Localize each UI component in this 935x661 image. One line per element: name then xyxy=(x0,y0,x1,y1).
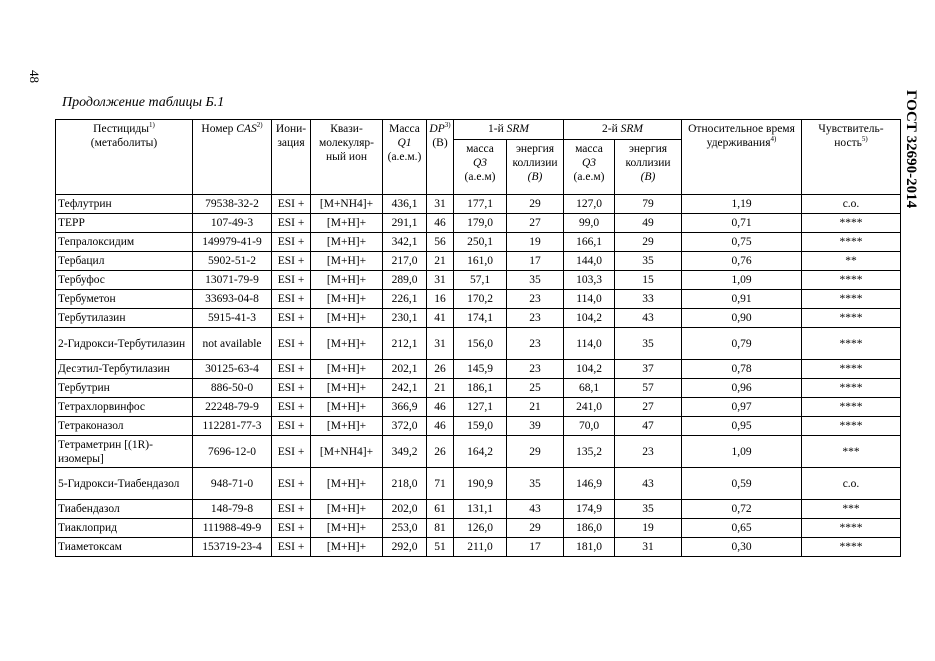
cell-srm1-energy: 29 xyxy=(507,436,564,468)
header-srm1-mass: масса Q3 (а.е.м) xyxy=(454,140,507,195)
table-row xyxy=(56,195,901,214)
cell-cas: 111988-49-9 xyxy=(193,519,272,538)
header-cas: Номер CAS$^{2)}$ xyxy=(193,120,272,195)
cell-srm1-mass: 190,9 xyxy=(454,468,507,500)
cell-srm1-energy: 23 xyxy=(507,328,564,360)
cell-ionization: ESI + xyxy=(272,309,311,328)
cell-mass-q1: 253,0 xyxy=(383,519,427,538)
cell-dp: 31 xyxy=(427,195,454,214)
cell-cas: 22248-79-9 xyxy=(193,398,272,417)
header-srm2: 2-й SRM xyxy=(564,120,682,140)
cell-cas: 153719-23-4 xyxy=(193,538,272,557)
cell-cas: 107-49-3 xyxy=(193,214,272,233)
table-row xyxy=(56,417,901,436)
cell-retention-time: 0,59 xyxy=(682,468,802,500)
cell-srm2-energy: 23 xyxy=(615,436,682,468)
cell-srm1-energy: 43 xyxy=(507,500,564,519)
cell-quasi-ion: [M+H]+ xyxy=(311,519,383,538)
cell-srm2-energy: 19 xyxy=(615,519,682,538)
cell-dp: 71 xyxy=(427,468,454,500)
table-row xyxy=(56,379,901,398)
cell-srm2-energy: 29 xyxy=(615,233,682,252)
cell-pesticide: Тиаметоксам xyxy=(56,538,193,557)
cell-quasi-ion: [M+H]+ xyxy=(311,271,383,290)
cell-dp: 21 xyxy=(427,252,454,271)
cell-srm2-energy: 35 xyxy=(615,252,682,271)
cell-sensitivity: **** xyxy=(802,309,901,328)
cell-srm1-mass: 186,1 xyxy=(454,379,507,398)
table-row xyxy=(56,360,901,379)
table-row xyxy=(56,436,901,468)
cell-quasi-ion: [M+H]+ xyxy=(311,233,383,252)
cell-ionization: ESI + xyxy=(272,360,311,379)
cell-srm1-energy: 17 xyxy=(507,252,564,271)
cell-sensitivity: *** xyxy=(802,436,901,468)
cell-srm2-mass: 166,1 xyxy=(564,233,615,252)
cell-retention-time: 1,09 xyxy=(682,436,802,468)
header-quasi-ion: Квази-молекуляр-ный ион xyxy=(311,120,383,195)
cell-quasi-ion: [M+H]+ xyxy=(311,379,383,398)
cell-mass-q1: 212,1 xyxy=(383,328,427,360)
cell-srm1-mass: 161,0 xyxy=(454,252,507,271)
header-srm2-energy: энергия коллизии (В) xyxy=(615,140,682,195)
cell-pesticide: Тербуфос xyxy=(56,271,193,290)
cell-srm2-energy: 43 xyxy=(615,309,682,328)
cell-quasi-ion: [M+H]+ xyxy=(311,468,383,500)
cell-sensitivity: **** xyxy=(802,417,901,436)
cell-retention-time: 0,76 xyxy=(682,252,802,271)
cell-retention-time: 1,19 xyxy=(682,195,802,214)
cell-sensitivity: **** xyxy=(802,271,901,290)
cell-pesticide: Тиабендазол xyxy=(56,500,193,519)
cell-sensitivity: **** xyxy=(802,398,901,417)
cell-ionization: ESI + xyxy=(272,271,311,290)
cell-pesticide: Тербутилазин xyxy=(56,309,193,328)
cell-srm1-mass: 177,1 xyxy=(454,195,507,214)
cell-srm2-energy: 31 xyxy=(615,538,682,557)
cell-cas: 886-50-0 xyxy=(193,379,272,398)
cell-pesticide: 5-Гидрокси-Тиабендазол xyxy=(56,468,193,500)
cell-srm2-energy: 35 xyxy=(615,500,682,519)
cell-srm1-mass: 126,0 xyxy=(454,519,507,538)
cell-mass-q1: 242,1 xyxy=(383,379,427,398)
pesticide-table xyxy=(55,119,901,557)
header-mass-q1: Масса Q1 (а.е.м.) xyxy=(383,120,427,195)
cell-srm2-mass: 241,0 xyxy=(564,398,615,417)
cell-ionization: ESI + xyxy=(272,468,311,500)
cell-cas: 149979-41-9 xyxy=(193,233,272,252)
cell-retention-time: 0,90 xyxy=(682,309,802,328)
cell-ionization: ESI + xyxy=(272,398,311,417)
cell-quasi-ion: [M+H]+ xyxy=(311,290,383,309)
cell-srm2-mass: 127,0 xyxy=(564,195,615,214)
cell-srm2-mass: 104,2 xyxy=(564,360,615,379)
cell-srm1-mass: 131,1 xyxy=(454,500,507,519)
page-number: 48 xyxy=(27,70,42,83)
cell-quasi-ion: [M+H]+ xyxy=(311,328,383,360)
cell-quasi-ion: [M+H]+ xyxy=(311,398,383,417)
cell-srm2-energy: 27 xyxy=(615,398,682,417)
cell-cas: 7696-12-0 xyxy=(193,436,272,468)
cell-dp: 26 xyxy=(427,360,454,379)
cell-pesticide: Тефлутрин xyxy=(56,195,193,214)
cell-mass-q1: 292,0 xyxy=(383,538,427,557)
cell-pesticide: Тиаклоприд xyxy=(56,519,193,538)
cell-srm1-mass: 170,2 xyxy=(454,290,507,309)
cell-srm1-mass: 179,0 xyxy=(454,214,507,233)
cell-pesticide: Тербутрин xyxy=(56,379,193,398)
cell-pesticide: 2-Гидрокси-Тербутилазин xyxy=(56,328,193,360)
cell-mass-q1: 342,1 xyxy=(383,233,427,252)
table-row xyxy=(56,519,901,538)
cell-sensitivity: ** xyxy=(802,252,901,271)
cell-sensitivity: с.о. xyxy=(802,195,901,214)
cell-srm2-energy: 15 xyxy=(615,271,682,290)
cell-cas: not available xyxy=(193,328,272,360)
cell-srm2-mass: 181,0 xyxy=(564,538,615,557)
cell-dp: 51 xyxy=(427,538,454,557)
cell-ionization: ESI + xyxy=(272,290,311,309)
cell-pesticide: Тетрахлорвинфос xyxy=(56,398,193,417)
header-retention-time: Относительное время удерживания$^{4)}$ xyxy=(682,120,802,195)
cell-sensitivity: **** xyxy=(802,328,901,360)
cell-pesticide: Тетраметрин [(1R)-изомеры] xyxy=(56,436,193,468)
cell-srm1-energy: 25 xyxy=(507,379,564,398)
cell-srm1-energy: 23 xyxy=(507,360,564,379)
cell-srm1-energy: 29 xyxy=(507,519,564,538)
table-row xyxy=(56,328,901,360)
cell-retention-time: 1,09 xyxy=(682,271,802,290)
cell-srm1-mass: 211,0 xyxy=(454,538,507,557)
header-sensitivity: Чувствитель-ность$^{5)}$ xyxy=(802,120,901,195)
cell-cas: 148-79-8 xyxy=(193,500,272,519)
cell-sensitivity: с.о. xyxy=(802,468,901,500)
cell-mass-q1: 218,0 xyxy=(383,468,427,500)
cell-pesticide: Десэтил-Тербутилазин xyxy=(56,360,193,379)
cell-srm2-energy: 37 xyxy=(615,360,682,379)
cell-ionization: ESI + xyxy=(272,417,311,436)
cell-srm1-energy: 19 xyxy=(507,233,564,252)
cell-srm2-mass: 135,2 xyxy=(564,436,615,468)
cell-mass-q1: 230,1 xyxy=(383,309,427,328)
cell-retention-time: 0,30 xyxy=(682,538,802,557)
cell-dp: 46 xyxy=(427,214,454,233)
cell-srm1-mass: 127,1 xyxy=(454,398,507,417)
cell-dp: 46 xyxy=(427,398,454,417)
cell-cas: 5915-41-3 xyxy=(193,309,272,328)
cell-pesticide: Тетраконазол xyxy=(56,417,193,436)
cell-sensitivity: *** xyxy=(802,500,901,519)
cell-srm2-mass: 103,3 xyxy=(564,271,615,290)
cell-srm1-energy: 35 xyxy=(507,468,564,500)
cell-srm1-mass: 156,0 xyxy=(454,328,507,360)
cell-srm1-mass: 164,2 xyxy=(454,436,507,468)
cell-cas: 79538-32-2 xyxy=(193,195,272,214)
cell-srm1-energy: 21 xyxy=(507,398,564,417)
cell-quasi-ion: [M+H]+ xyxy=(311,252,383,271)
cell-ionization: ESI + xyxy=(272,436,311,468)
cell-srm1-energy: 17 xyxy=(507,538,564,557)
table-body xyxy=(56,195,901,557)
cell-srm2-mass: 99,0 xyxy=(564,214,615,233)
cell-srm2-energy: 35 xyxy=(615,328,682,360)
cell-sensitivity: **** xyxy=(802,233,901,252)
cell-srm2-mass: 114,0 xyxy=(564,290,615,309)
cell-mass-q1: 291,1 xyxy=(383,214,427,233)
cell-dp: 26 xyxy=(427,436,454,468)
cell-srm2-mass: 68,1 xyxy=(564,379,615,398)
table-caption: Продолжение таблицы Б.1 xyxy=(62,95,225,110)
cell-cas: 5902-51-2 xyxy=(193,252,272,271)
cell-srm1-energy: 23 xyxy=(507,290,564,309)
cell-mass-q1: 372,0 xyxy=(383,417,427,436)
cell-srm2-mass: 70,0 xyxy=(564,417,615,436)
cell-srm2-mass: 104,2 xyxy=(564,309,615,328)
cell-dp: 16 xyxy=(427,290,454,309)
cell-srm1-energy: 29 xyxy=(507,195,564,214)
table-row xyxy=(56,309,901,328)
cell-sensitivity: **** xyxy=(802,538,901,557)
cell-retention-time: 0,78 xyxy=(682,360,802,379)
cell-quasi-ion: [M+H]+ xyxy=(311,360,383,379)
cell-sensitivity: **** xyxy=(802,379,901,398)
cell-retention-time: 0,75 xyxy=(682,233,802,252)
table-row xyxy=(56,468,901,500)
cell-pesticide: Тербуметон xyxy=(56,290,193,309)
cell-mass-q1: 349,2 xyxy=(383,436,427,468)
cell-ionization: ESI + xyxy=(272,500,311,519)
cell-retention-time: 0,72 xyxy=(682,500,802,519)
table-row xyxy=(56,538,901,557)
cell-sensitivity: **** xyxy=(802,290,901,309)
cell-retention-time: 0,96 xyxy=(682,379,802,398)
header-srm1: 1-й SRM xyxy=(454,120,564,140)
cell-cas: 13071-79-9 xyxy=(193,271,272,290)
cell-dp: 81 xyxy=(427,519,454,538)
table-row xyxy=(56,271,901,290)
cell-dp: 61 xyxy=(427,500,454,519)
cell-mass-q1: 202,1 xyxy=(383,360,427,379)
cell-ionization: ESI + xyxy=(272,519,311,538)
header-ionization: Иони-зация xyxy=(272,120,311,195)
cell-srm2-energy: 79 xyxy=(615,195,682,214)
cell-quasi-ion: [M+H]+ xyxy=(311,309,383,328)
cell-srm1-energy: 35 xyxy=(507,271,564,290)
cell-ionization: ESI + xyxy=(272,379,311,398)
cell-ionization: ESI + xyxy=(272,328,311,360)
cell-ionization: ESI + xyxy=(272,195,311,214)
cell-ionization: ESI + xyxy=(272,233,311,252)
cell-srm2-energy: 33 xyxy=(615,290,682,309)
cell-retention-time: 0,79 xyxy=(682,328,802,360)
cell-pesticide: Тербацил xyxy=(56,252,193,271)
cell-mass-q1: 366,9 xyxy=(383,398,427,417)
cell-pesticide: Тепралоксидим xyxy=(56,233,193,252)
cell-ionization: ESI + xyxy=(272,538,311,557)
cell-srm2-mass: 186,0 xyxy=(564,519,615,538)
cell-srm2-mass: 144,0 xyxy=(564,252,615,271)
cell-cas: 30125-63-4 xyxy=(193,360,272,379)
table-row xyxy=(56,214,901,233)
cell-srm1-mass: 145,9 xyxy=(454,360,507,379)
cell-sensitivity: **** xyxy=(802,214,901,233)
table-row xyxy=(56,398,901,417)
cell-srm1-energy: 39 xyxy=(507,417,564,436)
cell-mass-q1: 289,0 xyxy=(383,271,427,290)
cell-pesticide: TEPP xyxy=(56,214,193,233)
table-row xyxy=(56,252,901,271)
cell-dp: 41 xyxy=(427,309,454,328)
cell-srm1-mass: 57,1 xyxy=(454,271,507,290)
header-srm2-mass: масса Q3 (а.е.м) xyxy=(564,140,615,195)
cell-sensitivity: **** xyxy=(802,360,901,379)
cell-dp: 21 xyxy=(427,379,454,398)
cell-srm2-energy: 47 xyxy=(615,417,682,436)
cell-srm1-mass: 159,0 xyxy=(454,417,507,436)
cell-quasi-ion: [M+NH4]+ xyxy=(311,436,383,468)
cell-ionization: ESI + xyxy=(272,252,311,271)
cell-cas: 33693-04-8 xyxy=(193,290,272,309)
header-pesticide: Пестициды$^{1)}$ (метаболиты) xyxy=(56,120,193,195)
cell-quasi-ion: [M+H]+ xyxy=(311,214,383,233)
cell-srm1-mass: 174,1 xyxy=(454,309,507,328)
cell-mass-q1: 202,0 xyxy=(383,500,427,519)
table-row xyxy=(56,233,901,252)
cell-retention-time: 0,65 xyxy=(682,519,802,538)
cell-cas: 948-71-0 xyxy=(193,468,272,500)
standard-code: ГОСТ 32690-2014 xyxy=(903,90,919,209)
cell-srm2-mass: 146,9 xyxy=(564,468,615,500)
cell-retention-time: 0,71 xyxy=(682,214,802,233)
cell-srm1-energy: 27 xyxy=(507,214,564,233)
cell-sensitivity: **** xyxy=(802,519,901,538)
cell-ionization: ESI + xyxy=(272,214,311,233)
cell-quasi-ion: [M+H]+ xyxy=(311,500,383,519)
cell-cas: 112281-77-3 xyxy=(193,417,272,436)
cell-srm2-mass: 174,9 xyxy=(564,500,615,519)
header-dp: DP$^{3)}$ (В) xyxy=(427,120,454,195)
cell-srm2-energy: 43 xyxy=(615,468,682,500)
cell-mass-q1: 436,1 xyxy=(383,195,427,214)
table-row xyxy=(56,500,901,519)
cell-quasi-ion: [M+H]+ xyxy=(311,417,383,436)
cell-srm1-energy: 23 xyxy=(507,309,564,328)
cell-srm2-mass: 114,0 xyxy=(564,328,615,360)
cell-dp: 46 xyxy=(427,417,454,436)
cell-dp: 31 xyxy=(427,271,454,290)
cell-retention-time: 0,95 xyxy=(682,417,802,436)
cell-dp: 31 xyxy=(427,328,454,360)
cell-dp: 56 xyxy=(427,233,454,252)
cell-mass-q1: 226,1 xyxy=(383,290,427,309)
table-row xyxy=(56,290,901,309)
cell-srm2-energy: 57 xyxy=(615,379,682,398)
cell-retention-time: 0,91 xyxy=(682,290,802,309)
header-srm1-energy: энергия коллизии (В) xyxy=(507,140,564,195)
cell-quasi-ion: [M+H]+ xyxy=(311,538,383,557)
cell-srm1-mass: 250,1 xyxy=(454,233,507,252)
cell-srm2-energy: 49 xyxy=(615,214,682,233)
cell-quasi-ion: [M+NH4]+ xyxy=(311,195,383,214)
cell-retention-time: 0,97 xyxy=(682,398,802,417)
cell-mass-q1: 217,0 xyxy=(383,252,427,271)
